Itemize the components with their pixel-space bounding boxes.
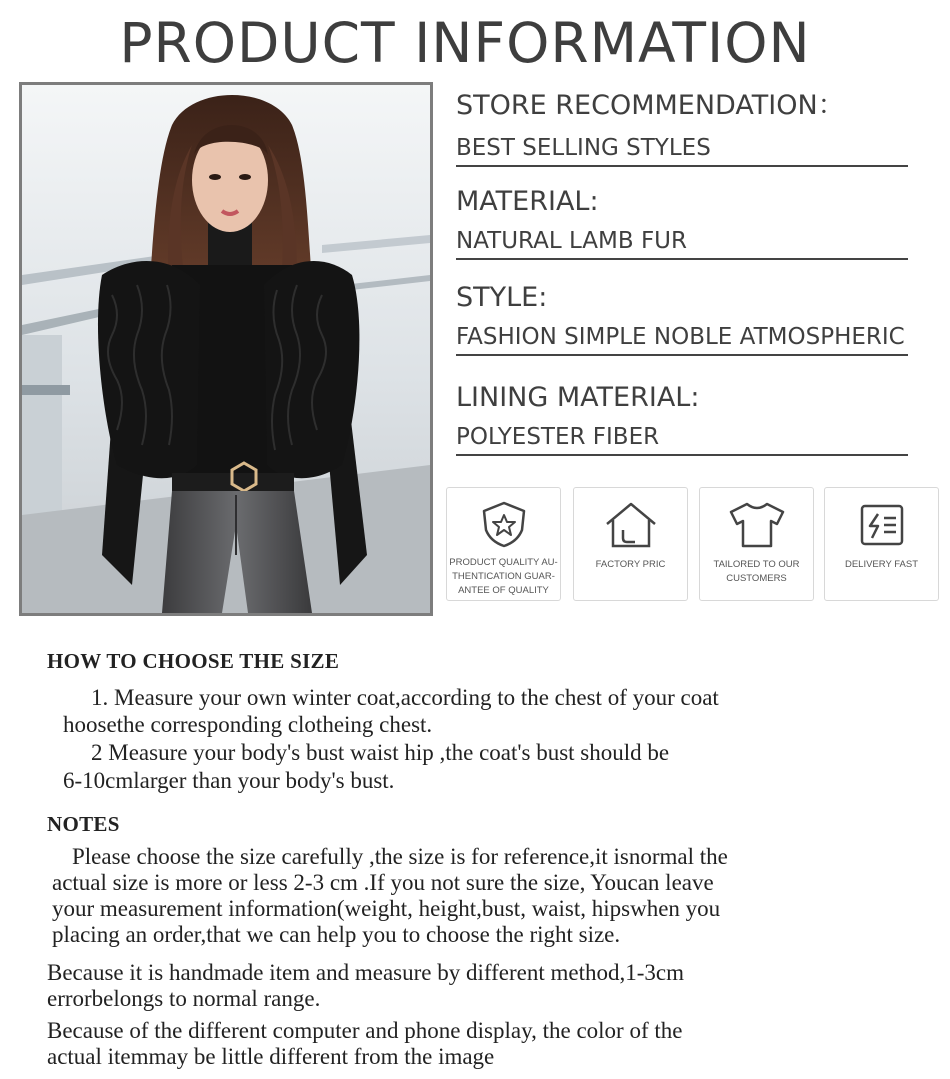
notes-line: errorbelongs to normal range. xyxy=(47,986,321,1011)
notes-line: Because of the different computer and phone display, the color of the xyxy=(47,1018,683,1043)
notes-heading: NOTES xyxy=(47,812,120,836)
notes-line: placing an order,that we can help you to choose the right size. xyxy=(52,922,621,947)
size-guide-line: 1. Measure your own winter coat,according to the chest of your coat xyxy=(91,685,719,710)
feature-delivery-fast xyxy=(824,487,939,601)
info-label: LINING MATERIAL: xyxy=(456,382,700,413)
tshirt-icon xyxy=(725,500,789,550)
info-value: NATURAL LAMB FUR xyxy=(456,226,908,260)
house-icon xyxy=(601,500,661,550)
lightning-card-icon xyxy=(854,500,910,550)
notes-line: Because it is handmade item and measure by different method,1-3cm xyxy=(47,960,684,985)
info-label: STORE RECOMMENDATION： xyxy=(456,90,845,121)
size-guide-heading: HOW TO CHOOSE THE SIZE xyxy=(47,649,340,673)
info-row-style xyxy=(456,282,908,356)
product-photo xyxy=(19,82,433,616)
feature-quality-guarantee xyxy=(446,487,561,601)
info-value: BEST SELLING STYLES xyxy=(456,133,908,167)
size-guide-line: hoosethe corresponding clotheing chest. xyxy=(63,712,433,737)
info-label: STYLE: xyxy=(456,282,548,313)
size-guide-line: 6-10cmlarger than your body's bust. xyxy=(63,768,395,793)
shield-star-icon xyxy=(478,500,530,548)
feature-label: TAILORED TO OUR CUSTOMERS xyxy=(713,559,800,584)
feature-tailored xyxy=(699,487,814,601)
notes-line: Please choose the size carefully ,the size is for reference,it isnormal the xyxy=(72,844,728,869)
info-row-store-recommendation xyxy=(456,90,908,167)
notes-line: actual size is more or less 2-3 cm .If you not sure the size, Youcan leave xyxy=(52,870,714,895)
model-wearing-fur-vest-image xyxy=(22,85,430,613)
size-guide-line: 2 Measure your body's bust waist hip ,the coat's bust should be xyxy=(91,740,670,765)
feature-label: DELIVERY FAST xyxy=(844,559,919,570)
notes-line: your measurement information(weight, height,bust, waist, hipswhen you xyxy=(52,896,721,921)
info-value: POLYESTER FIBER xyxy=(456,422,908,456)
feature-label: PRODUCT QUALITY AU- THENTICATION GUAR- ANTEE OF QUALITY xyxy=(449,557,558,596)
feature-factory-price xyxy=(573,487,688,601)
feature-label: FACTORY PRIC xyxy=(595,559,666,570)
notes-line: actual itemmay be little different from the image xyxy=(47,1044,495,1069)
info-value: FASHION SIMPLE NOBLE ATMOSPHERIC xyxy=(456,322,908,356)
info-label: MATERIAL: xyxy=(456,186,599,217)
info-row-material xyxy=(456,186,908,260)
info-row-lining-material xyxy=(456,382,908,456)
page-title: PRODUCT INFORMATION xyxy=(119,11,811,75)
